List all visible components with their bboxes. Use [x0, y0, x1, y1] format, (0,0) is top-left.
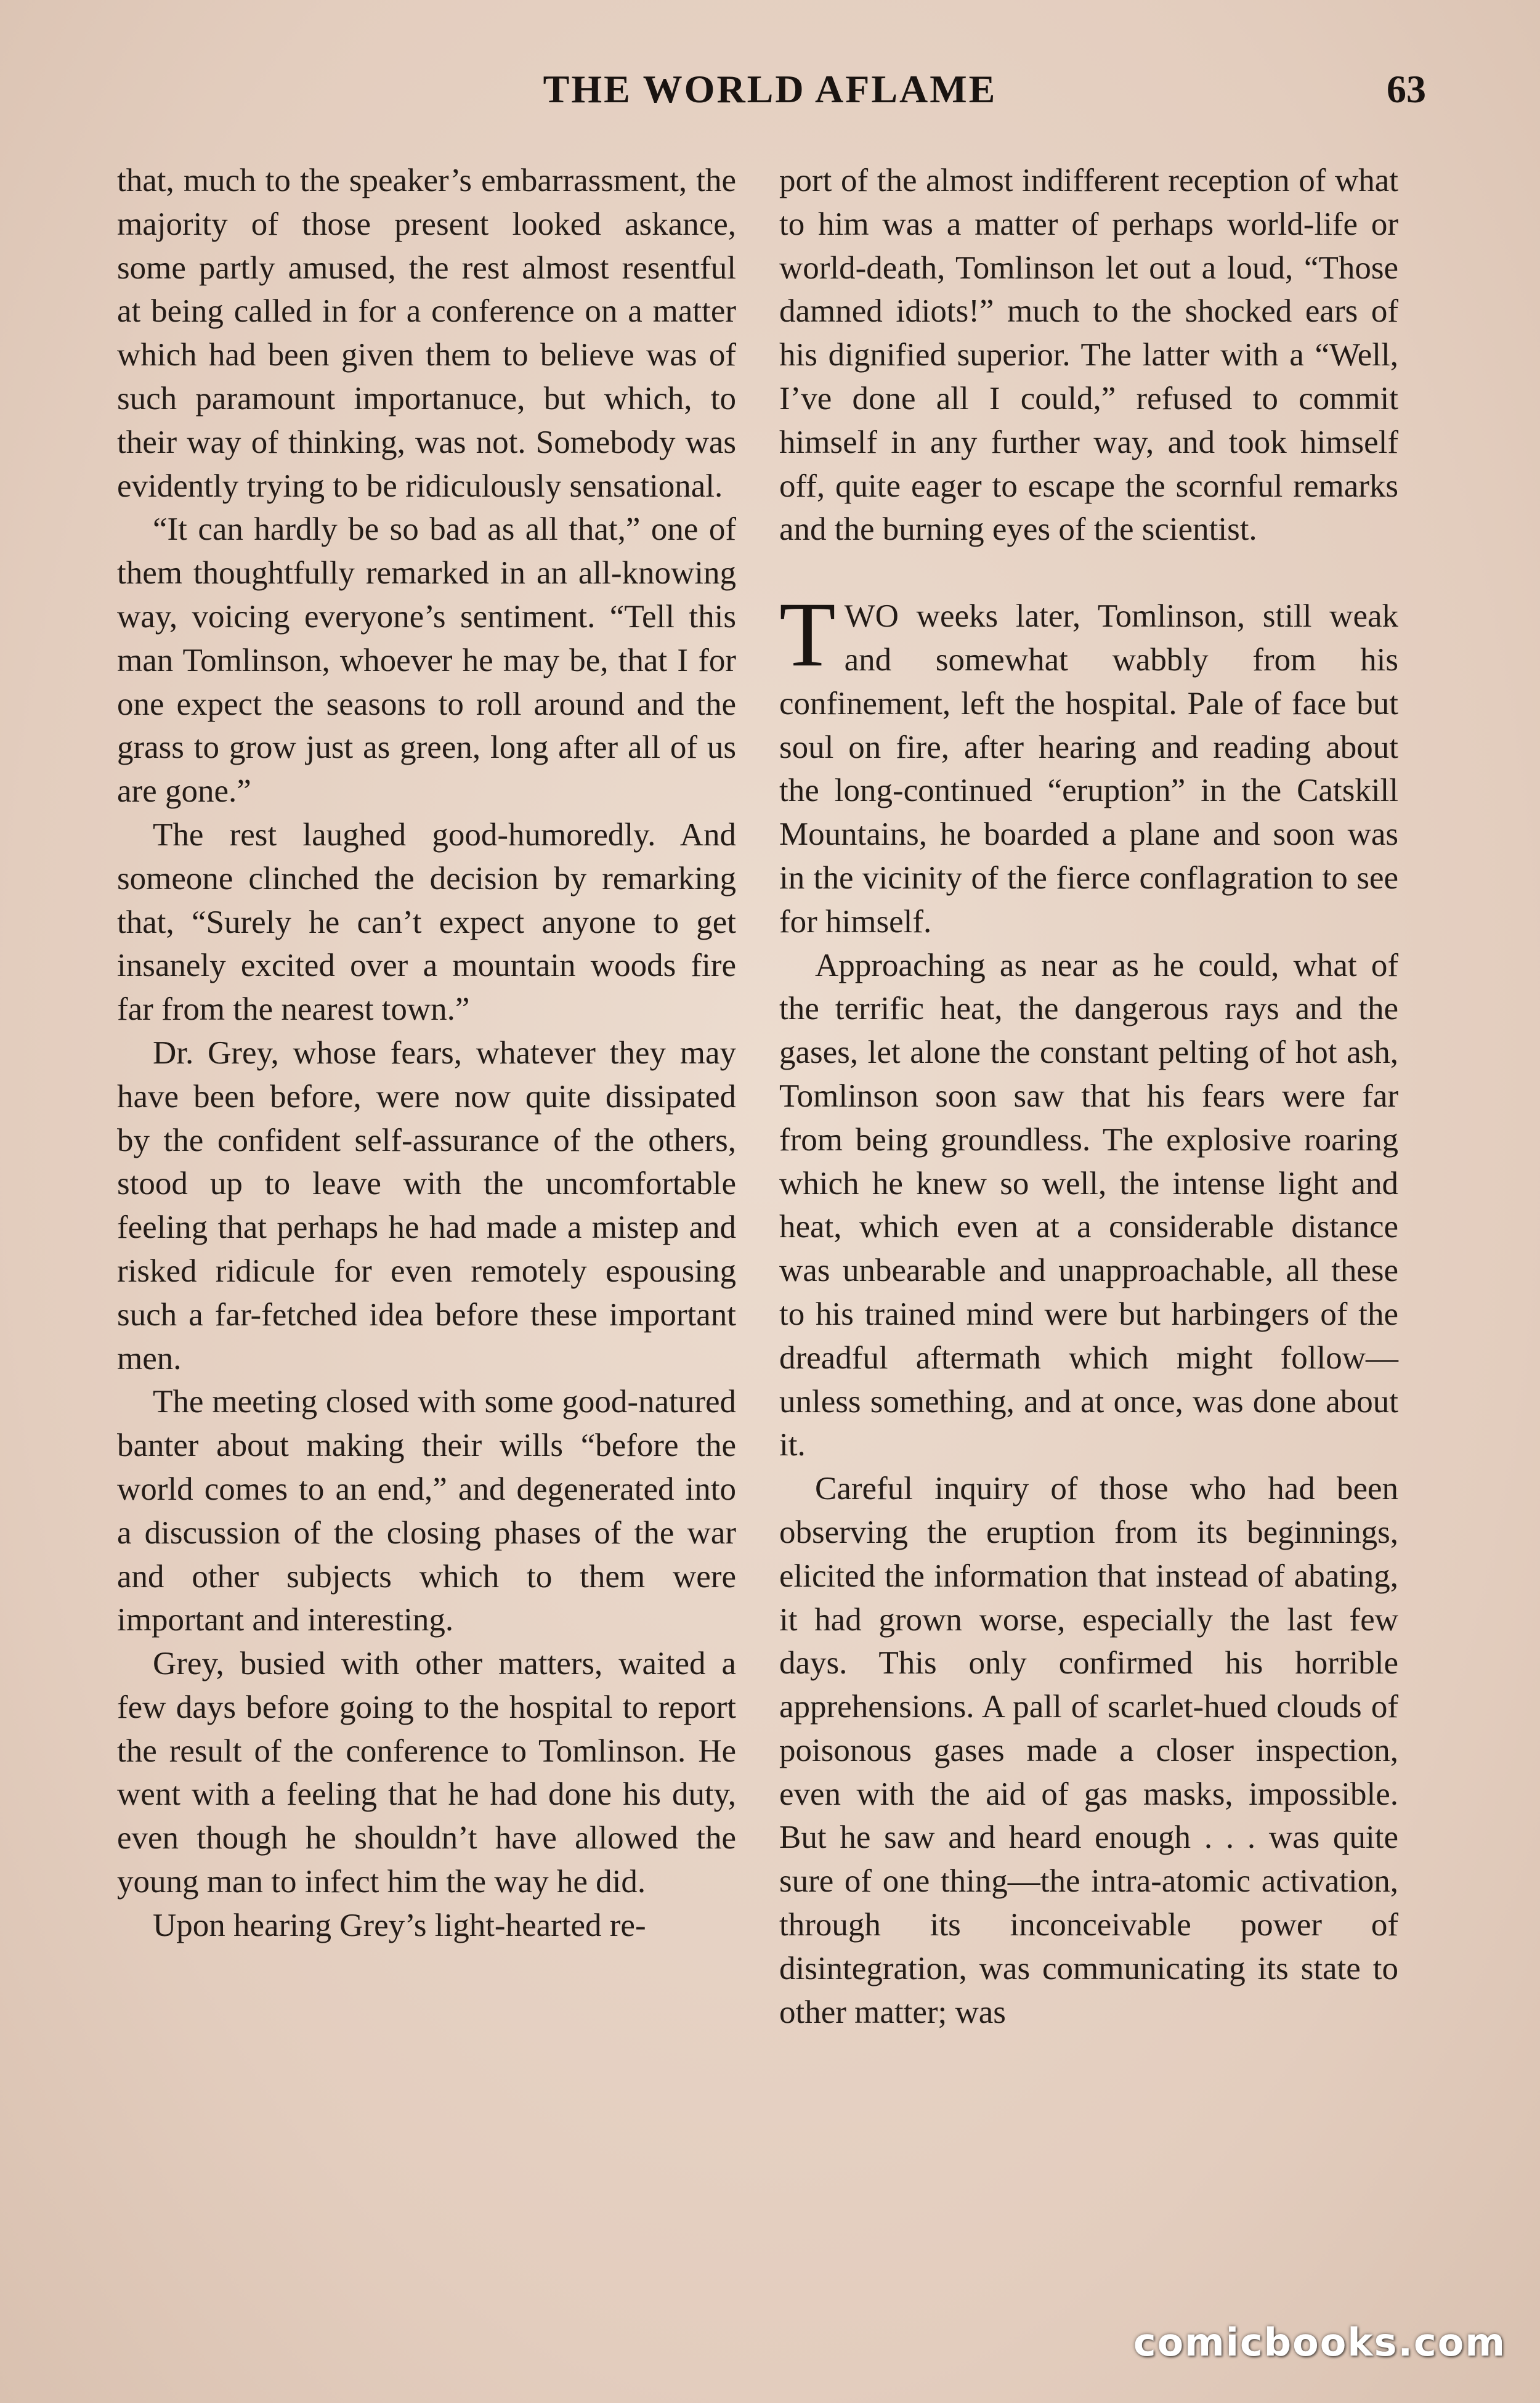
paragraph: that, much to the speaker’s embarrassment, the majority of those present looked askance, some partly amused, the rest almost resentful at being called in for a conference on a matter which had been given them to believe was of such paramount importanuce, but which, to their way of thinking, was not. Somebody was evidently trying to be ridiculously sensational. — [117, 163, 736, 504]
paragraph: Grey, busied with other matters, waited a few days before going to the hospital to report the result of the conference to Tomlinson. He went with a feeling that he had done his duty, even though he shouldn’t have allowed the young man to infect him the way he did. — [117, 1646, 736, 1900]
paragraph: “It can hardly be so bad as all that,” one of them thoughtfully remarked in an all-knowing way, voicing everyone’s sentiment. “Tell this man Tomlinson, whoever he may be, that I for one expect the seasons to roll around and the grass to grow just as green, long after all of us are gone.” — [117, 511, 736, 810]
section-start-text: WO weeks later, Tomlinson, still weak and somewhat wabbly from his confinement, left the hospital. Pale of face but soul on fire, after hearing and reading about the long-continued “eruption” in the Catskill Mountains, he boarded a plane and soon was in the vicinity of the fierce conflagration to see for himself. — [779, 598, 1398, 940]
paragraph: Upon hearing Grey’s light-hearted re- — [153, 1907, 646, 1943]
left-column — [117, 159, 736, 1948]
paragraph: Careful inquiry of those who had been observing the eruption from its beginnings, elicited the information that instead of abating, it had grown worse, especially the last few days. This only confirmed his horrible apprehensions. A pall of scarlet-hued clouds of poisonous gases made a closer inspection, even with the aid of gas masks, impossible. But he saw and heard enough . . . was quite sure of one thing—the intra-atomic activation, through its inconceivable power of disintegration, was communicating its state to other matter; was — [779, 1471, 1398, 2030]
watermark: comicbooks.com — [1133, 2320, 1506, 2365]
running-title: THE WORLD AFLAME — [543, 67, 997, 111]
right-column — [779, 159, 1398, 2034]
paragraph: Approaching as near as he could, what of the terrific heat, the dangerous rays and the gases, let alone the constant pelting of hot ash, Tomlinson soon saw that his fears were far from being groundless. The explosive roaring which he knew so well, the intense light and heat, which even at a considerable distance was unbearable and unapproachable, all these to his trained mind were but harbingers of the dreadful aftermath which might follow—unless something, and at once, was done about it. — [779, 947, 1398, 1463]
section-start-paragraph — [779, 583, 1398, 943]
page-number: 63 — [1387, 67, 1426, 111]
paragraph: The rest laughed good-humoredly. And someone clinched the decision by remarking that, “Surely he can’t expect anyone to get insanely excited over a mountain woods fire far from the nearest town.” — [117, 816, 736, 1028]
page-header — [114, 67, 1426, 122]
paragraph: Dr. Grey, whose fears, whatever they may have been before, were now quite dissipated by the confident self-assurance of the others, stood up to leave with the uncomfortable feeling that perhaps he had made a mistep and risked ridicule for even remotely espousing such a far-fetched idea before these important men. — [117, 1035, 736, 1376]
paragraph: port of the almost indifferent reception of what to him was a matter of perhaps world-life or world-death, Tomlinson let out a loud, “Those damned idiots!” much to the shocked ears of his dignified superior. The latter with a “Well, I’ve done all I could,” refused to commit himself in any further way, and took himself off, quite eager to escape the scornful remarks and the burning eyes of the scientist. — [779, 163, 1398, 548]
drop-cap: T — [779, 583, 836, 686]
paragraph: The meeting closed with some good-natured banter about making their wills “before the world comes to an end,” and degenerated into a discussion of the closing phases of the war and other subjects which to them were important and interesting. — [117, 1384, 736, 1638]
